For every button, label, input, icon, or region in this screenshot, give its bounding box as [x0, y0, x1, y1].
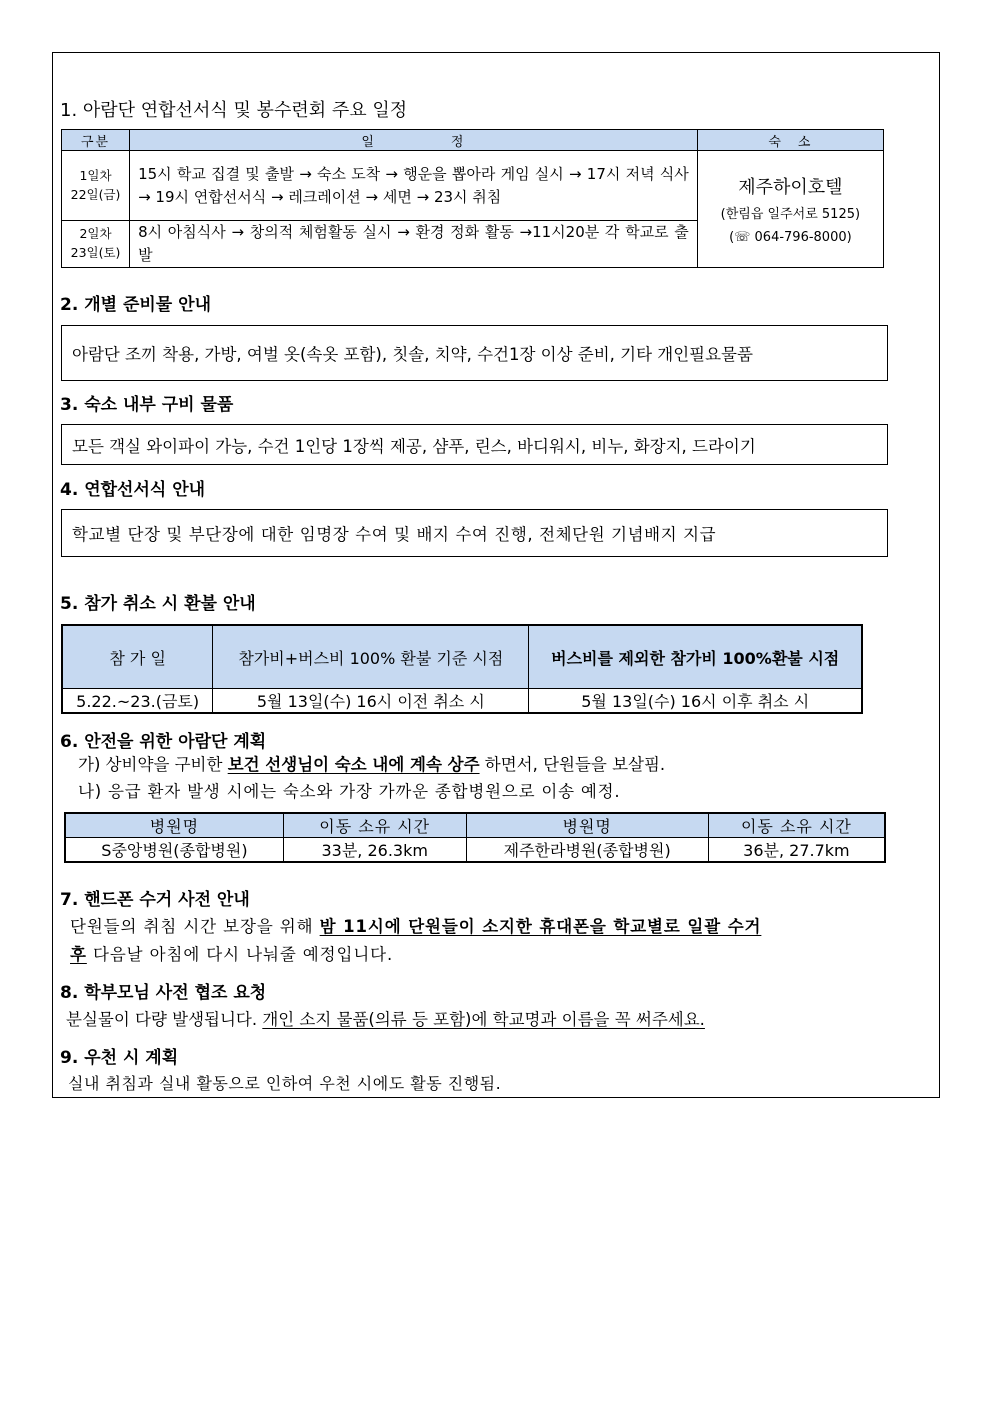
section-9-title: 9. 우천 시 계획	[60, 1048, 179, 1068]
safety-line-b: 나) 응급 환자 발생 시에는 숙소와 가장 가까운 종합병원으로 이송 예정.	[78, 782, 621, 801]
hospital-header-name-1: 병원명	[65, 813, 283, 838]
phone-line-2-underline: 후	[70, 945, 87, 964]
schedule-header-schedule: 일 정	[130, 130, 698, 151]
day2-schedule: 8시 아침식사 → 창의적 체험활동 실시 → 환경 정화 활동 →11시20분 각 학교로 출발	[130, 221, 698, 268]
refund-partial: 5월 13일(수) 16시 이후 취소 시	[529, 689, 862, 714]
section-4-box	[61, 509, 888, 557]
safety-line-a-post: 하면서, 단원들을 보살핌.	[479, 755, 666, 774]
section-4-text: 학교별 단장 및 부단장에 대한 임명장 수여 및 배지 수여 진행, 전체단원 기념배지 지급	[72, 525, 717, 544]
refund-date: 5.22.~23.(금토)	[62, 689, 213, 714]
refund-full: 5월 13일(수) 16시 이전 취소 시	[213, 689, 529, 714]
hospital-time-1: 33분, 26.3km	[283, 838, 466, 863]
hospital-time-2: 36분, 27.7km	[708, 838, 885, 863]
hospital-table	[64, 812, 886, 863]
phone-line-1-pre: 단원들의 취침 시간 보장을 위해	[70, 917, 320, 936]
section-2-text: 아람단 조끼 착용, 가방, 여벌 옷(속옷 포함), 칫솔, 치약, 수건1장 이상 준비, 기타 개인필요물품	[72, 345, 753, 364]
hospital-header-time-1: 이동 소유 시간	[283, 813, 466, 838]
day2-cell	[62, 221, 130, 268]
refund-header-date: 참 가 일	[62, 625, 213, 689]
hotel-cell	[697, 151, 883, 268]
day2-label: 2일차	[79, 226, 112, 242]
section-4-title: 4. 연합선서식 안내	[60, 480, 206, 500]
hospital-header-time-2: 이동 소유 시간	[708, 813, 885, 838]
safety-line-a-underline: 보건 선생님이 숙소 내에 계속 상주	[227, 755, 480, 774]
parent-request-pre: 분실물이 다량 발생됩니다.	[66, 1010, 263, 1029]
day1-label: 1일차	[79, 167, 112, 183]
section-6-title: 6. 안전을 위한 아람단 계획	[60, 732, 267, 752]
section-1-title: 1. 아람단 연합선서식 및 봉수련회 주요 일정	[60, 100, 408, 121]
phone-line-2-post: 다음날 아침에 다시 나눠줄 예정입니다.	[86, 945, 394, 964]
day1-date: 22일(금)	[70, 186, 121, 202]
hotel-address: (한림읍 일주서로 5125)	[720, 207, 861, 222]
safety-line-a-pre: 가) 상비약을 구비한	[78, 755, 228, 774]
schedule-table	[61, 129, 884, 268]
hospital-name-1: S중앙병원(종합병원)	[65, 838, 283, 863]
section-2-box	[61, 325, 888, 381]
day2-date: 23일(토)	[70, 245, 121, 260]
section-3-text: 모든 객실 와이파이 가능, 수건 1인당 1장씩 제공, 샴푸, 린스, 바디워시, 비누, 화장지, 드라이기	[72, 436, 756, 456]
phone-line-2	[70, 941, 393, 965]
day1-cell	[62, 151, 130, 221]
safety-line-a	[78, 751, 665, 775]
section-3-title: 3. 숙소 내부 구비 물품	[60, 395, 234, 415]
section-5-title: 5. 참가 취소 시 환불 안내	[60, 594, 256, 614]
phone-line-1	[70, 913, 761, 937]
hotel-name: 제주하이호텔	[738, 177, 843, 198]
parent-request-underline: 개인 소지 물품(의류 등 포함)에 학교명과 이름을 꼭 써주세요.	[262, 1010, 705, 1029]
schedule-header-hotel: 숙 소	[697, 130, 883, 151]
section-3-box	[61, 424, 888, 465]
section-8-title: 8. 학부모님 사전 협조 요청	[60, 983, 267, 1003]
hotel-phone: (☏ 064-796-8000)	[729, 230, 852, 245]
section-2-title: 2. 개별 준비물 안내	[60, 295, 211, 315]
phone-line-1-underline: 밤 11시에 단원들이 소지한 휴대폰을 학교별로 일괄 수거	[319, 917, 762, 936]
refund-header-partial: 버스비를 제외한 참가비 100%환불 시점	[529, 625, 862, 689]
parent-request	[66, 1006, 705, 1030]
hospital-header-name-2: 병원명	[466, 813, 708, 838]
schedule-header-day: 구분	[62, 130, 130, 151]
section-7-title: 7. 핸드폰 수거 사전 안내	[60, 890, 250, 910]
refund-header-full: 참가비+버스비 100% 환불 기준 시점	[213, 625, 529, 689]
hospital-name-2: 제주한라병원(종합병원)	[466, 838, 708, 863]
day1-schedule: 15시 학교 집결 및 출발 → 숙소 도착 → 행운을 뽑아라 게임 실시 → 17시 저녁 식사 → 19시 연합선서식 → 레크레이션 → 세면 → 23시 취침	[130, 151, 698, 221]
refund-table	[61, 624, 863, 714]
rain-plan-text: 실내 취침과 실내 활동으로 인하여 우천 시에도 활동 진행됨.	[68, 1074, 502, 1093]
